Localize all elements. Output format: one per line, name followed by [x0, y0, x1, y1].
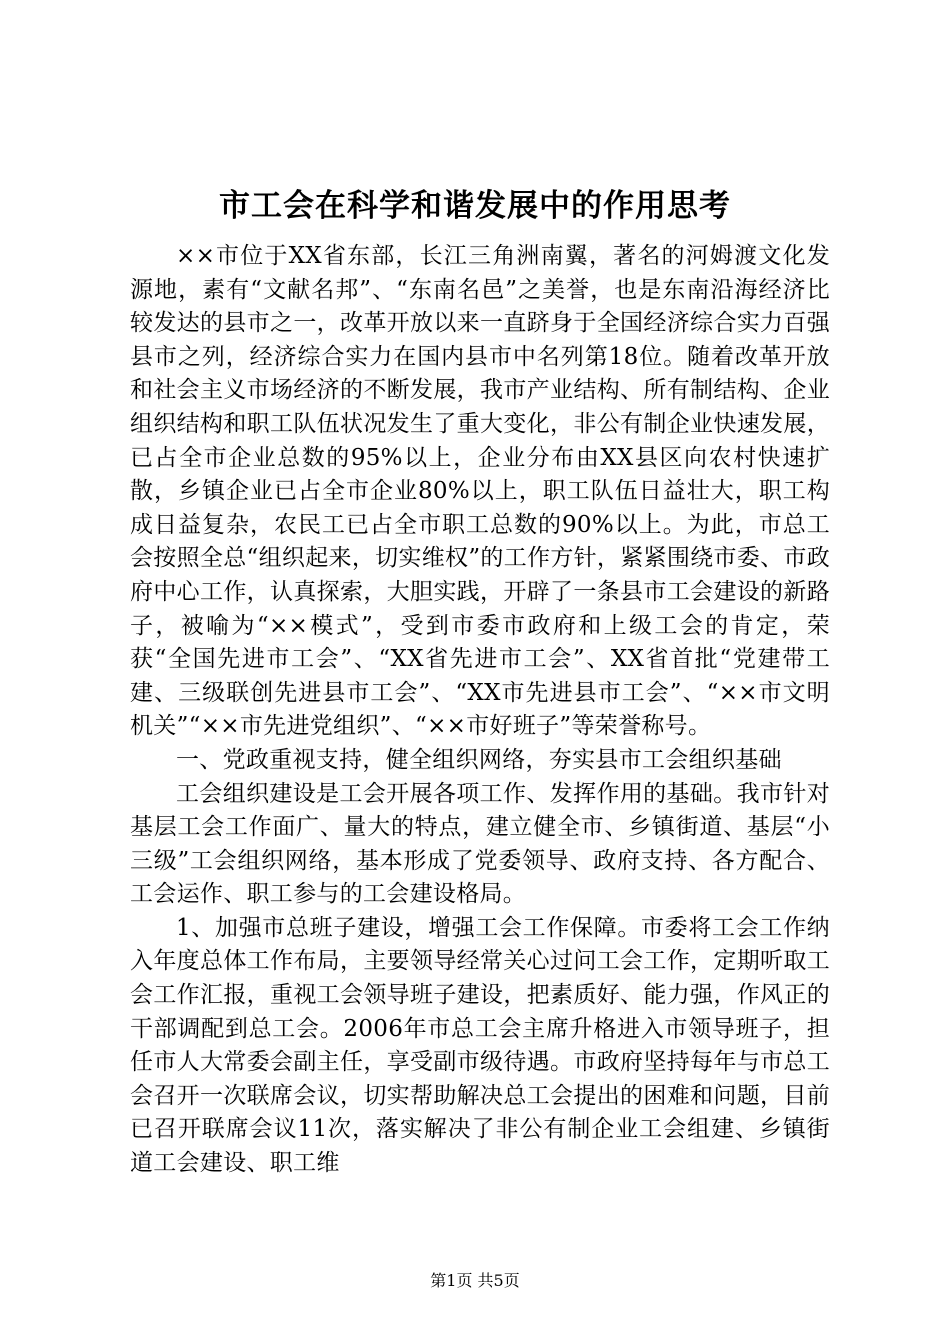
document-title: 市工会在科学和谐发展中的作用思考	[219, 188, 731, 224]
paragraph-intro: ××市位于XX省东部，长江三角洲南翼，著名的河姆渡文化发源地，素有“文献名邦”、“东南名邑”之美誉，也是东南沿海经济比较发达的县市之一，改革开放以来一直跻身于全国经济综合实力百强县市之列，经济综合实力在国内县市中名列第18位。随着改革开放和社会主义市场经济的不断发展，我市产业结构、所有制结构、企业组织结构和职工队伍状况发生了重大变化，非公有制企业快速发展，已占全市企业总数的95%以上，企业分布由XX县区向农村快速扩散，乡镇企业已占全市企业80%以上，职工队伍日益壮大，职工构成日益复杂，农民工已占全市职工总数的90%以上。为此，市总工会按照全总“组织起来，切实维权”的工作方针，紧紧围绕市委、市政府中心工作，认真探索，大胆实践，开辟了一条县市工会建设的新路子，被喻为“××模式”，受到市委市政府和上级工会的肯定，荣获“全国先进市工会”、“XX省先进市工会”、XX省首批“党建带工建、三级联创先进县市工会”、“XX市先进县市工会”、“××市文明机关”“××市先进党组织”、“××市好班子”等荣誉称号。	[130, 243, 830, 740]
document-body	[130, 240, 830, 1181]
page-footer: 第1页 共5页	[430, 1271, 520, 1290]
paragraph-org-building: 工会组织建设是工会开展各项工作、发挥作用的基础。我市针对基层工会工作面广、量大的特点，建立健全市、乡镇街道、基层“小三级”工会组织网络，基本形成了党委领导、政府支持、各方配合、工会运作、职工参与的工会建设格局。	[130, 780, 830, 908]
paragraph-item-1: 1、加强市总班子建设，增强工会工作保障。市委将工会工作纳入年度总体工作布局，主要领导经常关心过问工会工作，定期听取工会工作汇报，重视工会领导班子建设，把素质好、能力强，作风正的干部调配到总工会。2006年市总工会主席升格进入市领导班子，担任市人大常委会副主任，享受副市级待遇。市政府坚持每年与市总工会召开一次联席会议，切实帮助解决总工会提出的困难和问题，目前已召开联席会议11次，落实解决了非公有制企业工会组建、乡镇街道工会建设、职工维	[130, 914, 830, 1177]
section-heading-1: 一、党政重视支持，健全组织网络，夯实县市工会组织基础	[176, 746, 782, 773]
